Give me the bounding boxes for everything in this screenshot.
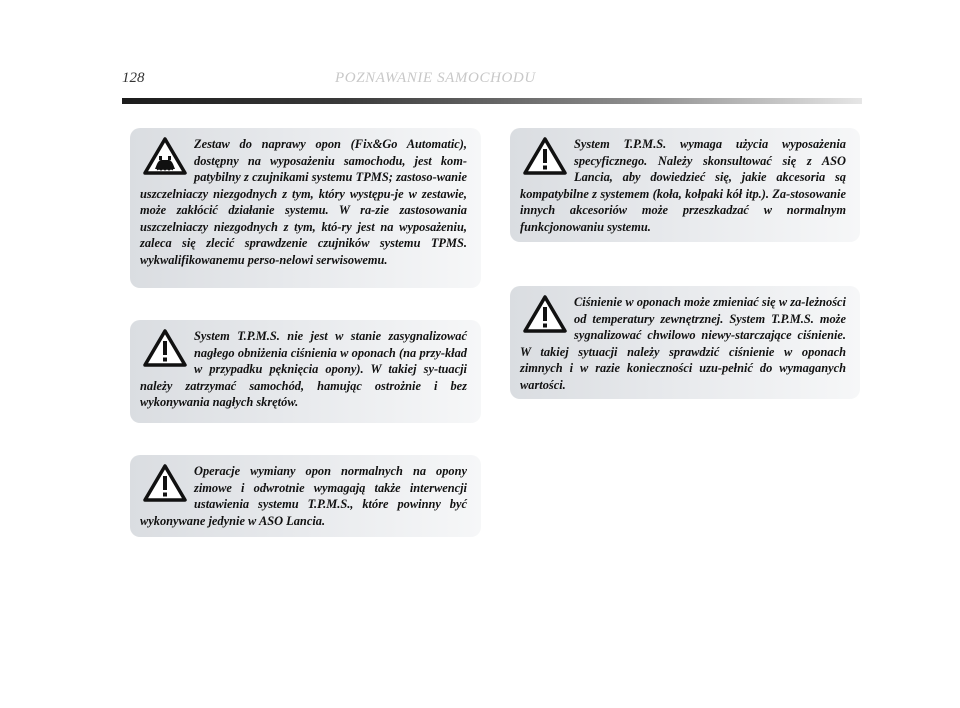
warning-text: System T.P.M.S. nie jest w stanie zasygnalizować nagłego obniżenia ciśnienia w oponach (na przy-kład w przypadku pęknięcia opony). W takiej sy-tuacji należy zatrzymać samochód, hamując ostrożnie i bez wykonywania nagłych skrętów. (140, 329, 467, 409)
warning-triangle-icon (142, 328, 188, 368)
warning-box-temperature-pressure (510, 286, 860, 399)
warning-box-winter-tires (130, 455, 481, 537)
warning-text: Zestaw do naprawy opon (Fix&Go Automatic), dostępny na wyposażeniu samochodu, jest kom-patybilny z czujnikami systemu TPMS; zastoso-wanie uszczelniaczy niezgodnych z tym, który występu-je w zestawie, może zakłócić działanie systemu. W ra-zie zastosowania uszczelniaczy niezgodnych z tym, któ-ry jest na wyposażeniu, zaleca się zlecić sprawdzenie czujników systemu TPMS. wykwalifikowanemu perso-nelowi serwisowemu. (140, 137, 467, 267)
car-tire-warning-icon (142, 136, 188, 176)
warning-text: Operacje wymiany opon normalnych na opony zimowe i odwrotnie wymagają także interwencji ustawienia systemu T.P.M.S., które powinny być wykonywane jedynie w ASO Lancia. (140, 464, 467, 528)
warning-triangle-icon (142, 463, 188, 503)
header-rule (122, 98, 862, 104)
page-header-title: POZNAWANIE SAMOCHODU (335, 70, 536, 86)
warning-triangle-icon (522, 294, 568, 334)
warning-triangle-icon (522, 136, 568, 176)
warning-box-tire-repair-kit (130, 128, 481, 288)
warning-text: System T.P.M.S. wymaga użycia wyposażenia specyficznego. Należy skonsultować się z ASO Lancia, aby dowiedzieć się, jakie akcesoria są kompatybilne z systemem (koła, kołpaki kół itp.). Za-stosowanie innych akcesoriów może przeszkadzać w normalnym funkcjonowaniu systemu. (520, 137, 846, 234)
warning-text: Ciśnienie w oponach może zmieniać się w za-leżności od temperatury zewnętrznej. System T.P.M.S. może sygnalizować chwilowo niewy-starczające ciśnienie. W takiej sytuacji należy sprawdzić ciśnienie w oponach zimnych i w razie konieczności uzu-pełnić do wymaganych wartości. (520, 295, 846, 392)
page-number: 128 (122, 70, 145, 86)
warning-box-specific-equipment (510, 128, 860, 242)
warning-box-sudden-pressure-loss (130, 320, 481, 423)
